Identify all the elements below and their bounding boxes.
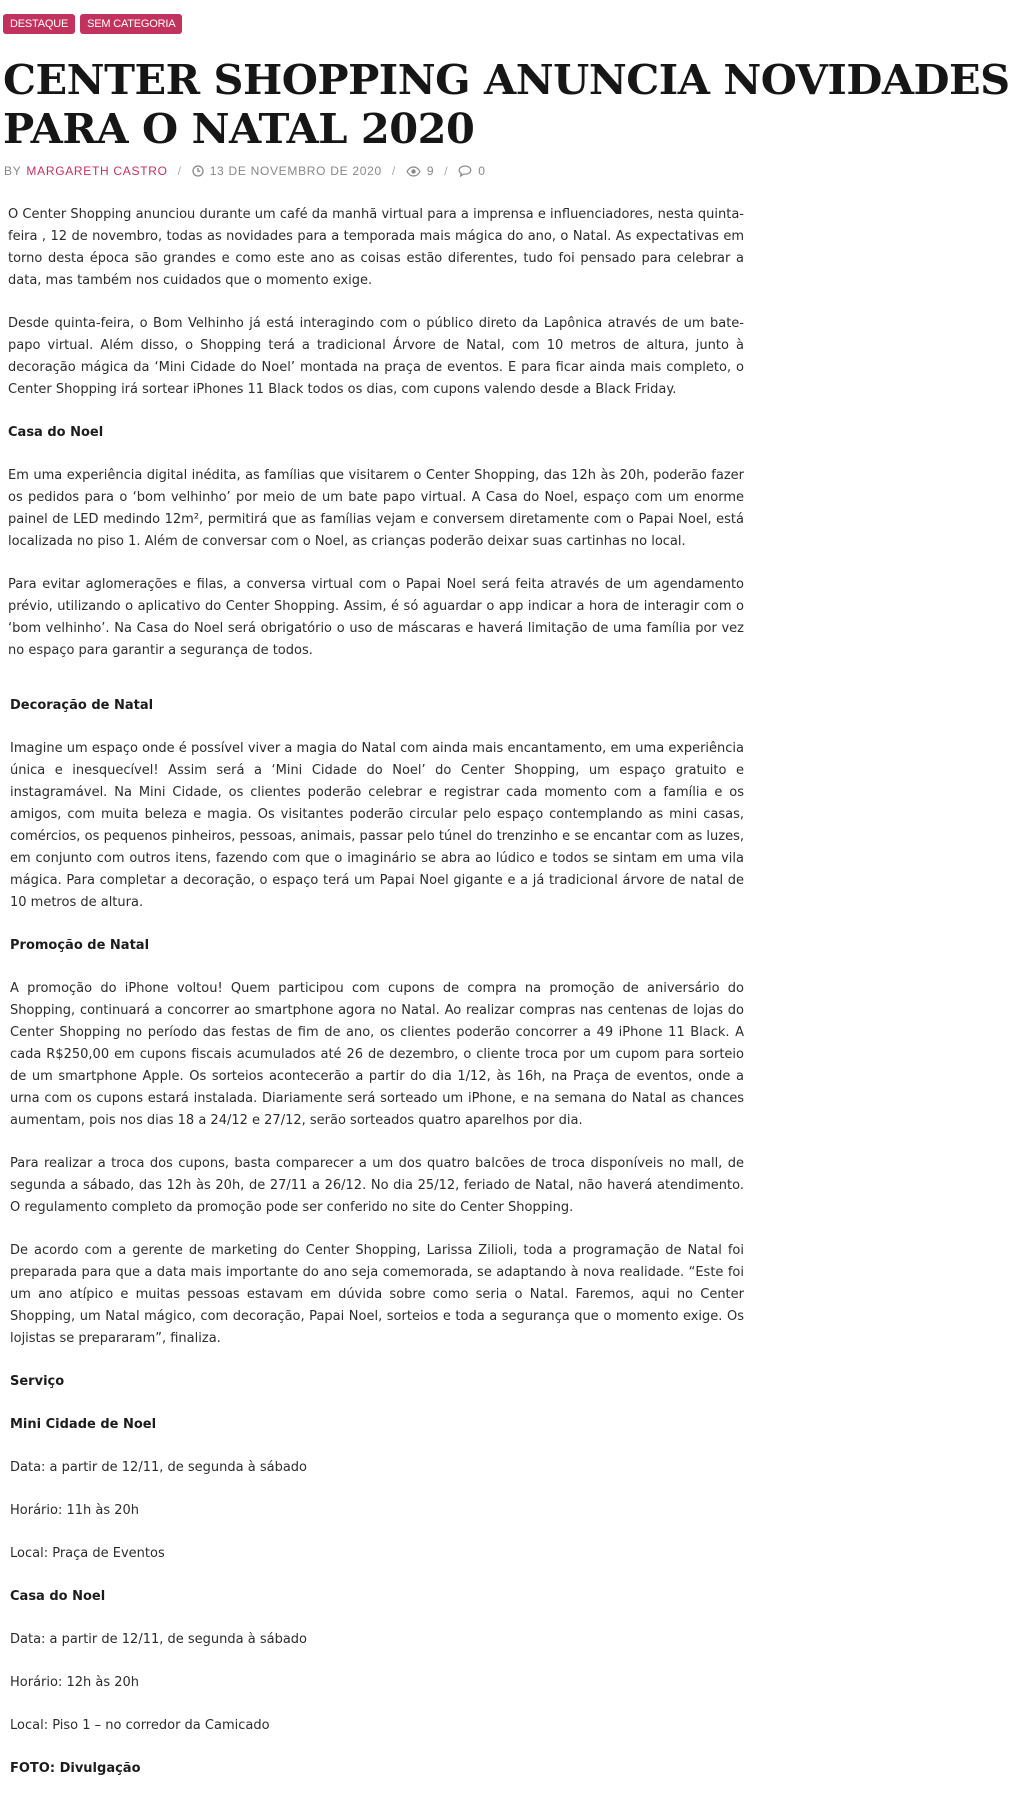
view-count: 9 [426,164,435,178]
paragraph: A promoção do iPhone voltou! Quem participou com cupons de compra na promoção de aniversário do Shopping, continuará a concorrer ao smartphone agora no Natal. Ao realizar compras nas centenas de lojas do Center Shopping no período das festas de fim de ano, os clientes poderão concorrer a 49 iPhone 11 Black. A cada R$250,00 em cupons fiscais acumulados até 26 de dezembro, o cliente troca por um cupom para sorteio de um smartphone Apple. Os sorteios acontecerão a partir do dia 1/12, às 16h, na Praça de eventos, onde a urna com os cupons estará instalada. Diariamente será sorteado um iPhone, e na semana do Natal as chances aumentam, pois nos dias 18 a 24/12 e 27/12, serão sorteados quatro aparelhos por dia. [10,981,744,1128]
comment-bubble-icon[interactable] [458,165,472,177]
meta-separator: / [177,164,182,178]
paragraph: Desde quinta-feira, o Bom Velhinho já está interagindo com o público direto da Lapônica através de um bate-papo virtual. Além disso, o Shopping terá a tradicional Árvore de Natal, com 10 metros de altura, junto à decoração mágica da ‘Mini Cidade do Noel’ montada na praça de eventos. E para ficar ainda mais completo, o Center Shopping irá sortear iPhones 11 Black todos os dias, com cupons valendo desde a Black Friday. [8,316,744,397]
tag-destaque[interactable]: DESTAQUE [3,14,75,34]
section-heading-casa-do-noel: Casa do Noel [8,425,104,440]
service-hours: Horário: 12h às 20h [10,1675,140,1690]
article-body [8,204,744,1801]
eye-icon [406,166,421,177]
section-heading-casa-do-noel-servico: Casa do Noel [10,1589,106,1604]
article-meta [4,164,486,178]
service-hours: Horário: 11h às 20h [10,1503,140,1518]
paragraph: Para evitar aglomerações e filas, a conversa virtual com o Papai Noel será feita através de um agendamento prévio, utilizando o aplicativo do Center Shopping. Assim, é só aguardar o app indicar a hora de interagir com o ‘bom velhinho’. Na Casa do Noel será obrigatório o uso de máscaras e haverá limitação de uma família por vez no espaço para garantir a segurança de todos. [8,577,744,658]
service-date: Data: a partir de 12/11, de segunda à sábado [10,1632,308,1647]
meta-separator: / [391,164,396,178]
meta-separator: / [444,164,449,178]
section-heading-servico: Serviço [10,1374,65,1389]
author-link[interactable]: MARGARETH CASTRO [26,164,168,178]
service-date: Data: a partir de 12/11, de segunda à sábado [10,1460,308,1475]
service-location: Local: Piso 1 – no corredor da Camicado [10,1718,270,1733]
section-heading-promocao: Promoção de Natal [10,938,150,953]
paragraph: Em uma experiência digital inédita, as famílias que visitarem o Center Shopping, das 12h às 20h, poderão fazer os pedidos para o ‘bom velhinho’ por meio de um bate papo virtual. A Casa do Noel, espaço com um enorme painel de LED medindo 12m², permitirá que as famílias vejam e conversem diretamente com o Papai Noel, está localizada no piso 1. Além de conversar com o Noel, as crianças poderão deixar suas cartinhas no local. [8,468,744,549]
comment-count[interactable]: 0 [478,164,486,178]
service-location: Local: Praça de Eventos [10,1546,165,1561]
article-title: CENTER SHOPPING ANUNCIA NOVIDADES PARA O NATAL 2020 [3,55,1010,153]
photo-credit: FOTO: Divulgação [10,1761,141,1776]
paragraph: De acordo com a gerente de marketing do Center Shopping, Larissa Zilioli, toda a programação de Natal foi preparada para que a data mais importante do ano seja comemorada, se adaptando à nova realidade. “Este foi um ano atípico e muitas pessoas estavam em dúvida sobre como seria o Natal. Faremos, aqui no Center Shopping, um Natal mágico, com decoração, Papai Noel, sorteios e toda a segurança que o momento exige. Os lojistas se prepararam”, finaliza. [10,1243,744,1346]
paragraph: Para realizar a troca dos cupons, basta comparecer a um dos quatro balcões de troca disponíveis no mall, de segunda a sábado, das 12h às 20h, de 27/11 a 26/12. No dia 25/12, feriado de Natal, não haverá atendimento. O regulamento completo da promoção pode ser conferido no site do Center Shopping. [10,1156,744,1215]
clock-icon [192,165,204,177]
section-heading-decoracao: Decoração de Natal [10,698,154,713]
section-heading-mini-cidade: Mini Cidade de Noel [10,1417,157,1432]
category-tags [3,14,182,34]
post-date: 13 DE NOVEMBRO DE 2020 [209,164,382,178]
tag-sem-categoria[interactable]: SEM CATEGORIA [80,14,182,34]
paragraph: O Center Shopping anunciou durante um café da manhã virtual para a imprensa e influenciadores, nesta quinta-feira , 12 de novembro, todas as novidades para a temporada mais mágica do ano, o Natal. As expectativas em torno desta época são grandes e como este ano as coisas estão diferentes, tudo foi pensado para celebrar a data, mas também nos cuidados que o momento exige. [8,207,744,288]
by-label: BY [4,164,22,178]
paragraph: Imagine um espaço onde é possível viver a magia do Natal com ainda mais encantamento, em uma experiência única e inesquecível! Assim será a ‘Mini Cidade do Noel’ do Center Shopping, um espaço gratuito e instagramável. Na Mini Cidade, os clientes poderão celebrar e registrar cada momento com a família e os amigos, com muita beleza e magia. Os visitantes poderão circular pelo espaço contemplando as mini casas, comércios, os pequenos pinheiros, pessoas, animais, passar pelo túnel do trenzinho e se encantar com as luzes, em conjunto com outros itens, fazendo com que o imaginário se abra ao lúdico e todos se sintam em uma vila mágica. Para completar a decoração, o espaço terá um Papai Noel gigante e a já tradicional árvore de natal de 10 metros de altura. [10,741,744,910]
